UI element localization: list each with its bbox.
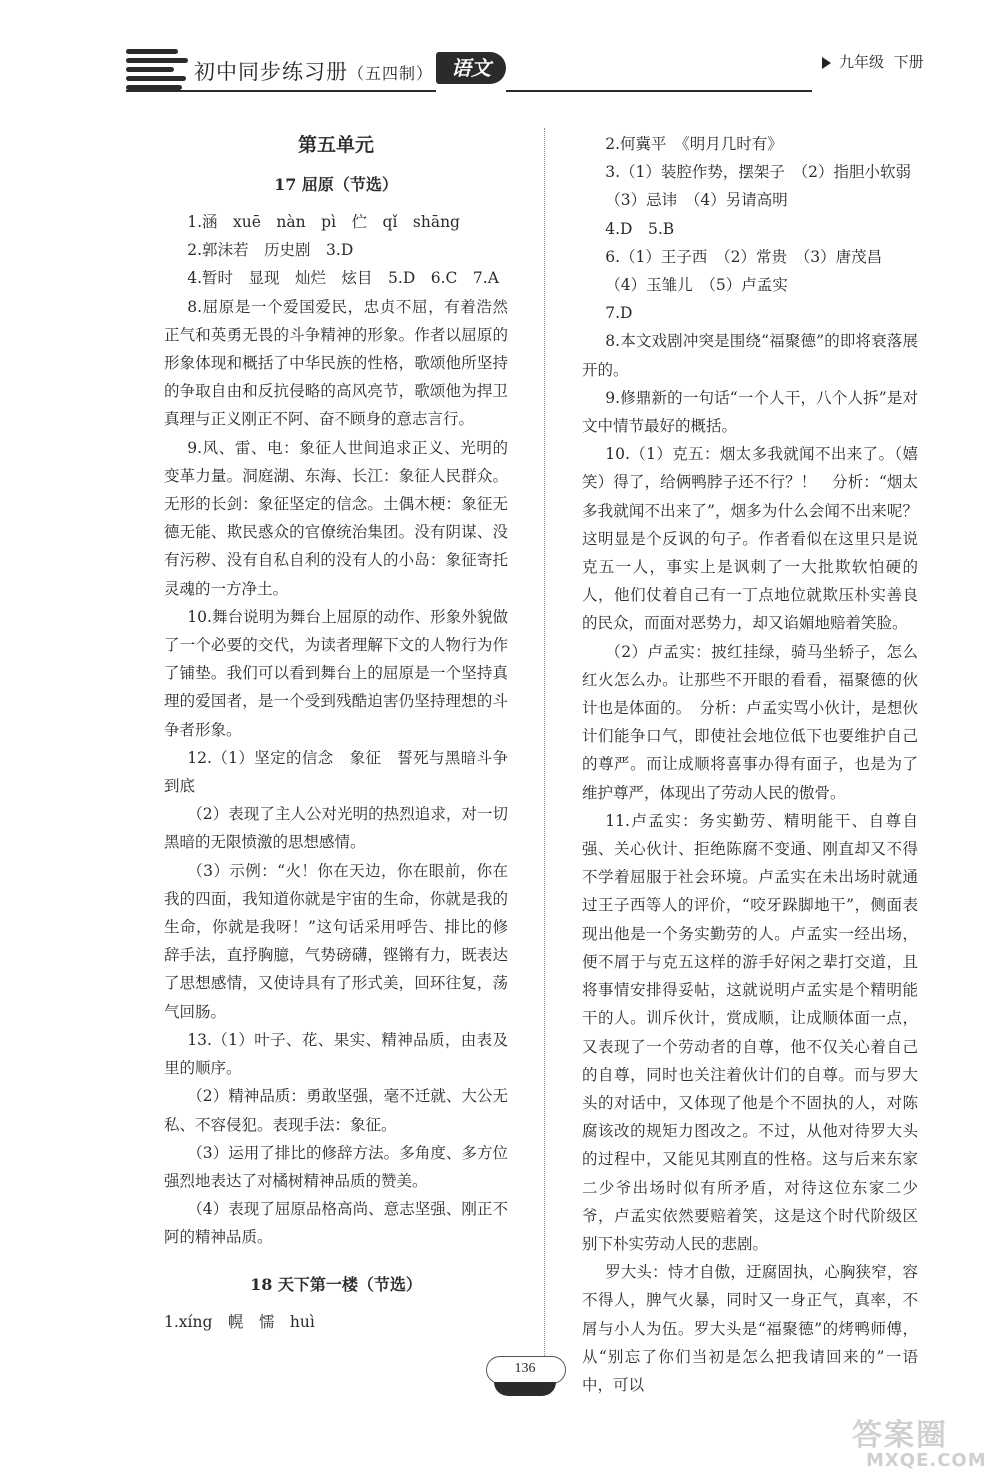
answer-paragraph: 9.风、雷、电：象征人世间追求正义、光明的变革力量。洞庭湖、东海、长江：象征人民群众。无形的长剑：象征坚定的信念。土偶木梗：象征无德无能、欺民惑众的官僚统治集团。没有阴谋、没有污秽、没有自私自利的没有人的小岛：象征寄托灵魂的一方净土。 [164, 438, 508, 598]
books-logo-icon [126, 49, 188, 91]
answer-paragraph: 10.（1）克五：烟太多我就闻不出来了。（嬉笑）得了，给俩鸭脖子还不行？！ 分析：“烟太多我就闻不出来了”，烟多为什么会闻不出来呢？这明显是个反讽的句子。作者看似在这里只是说克五一人，事实上是讽刺了一大批欺软怕硬的人，他们仗着自己有一丁点地位就欺压朴实善良的民众，而面对恶势力，却又谄媚地赔着笑脸。 [582, 445, 918, 633]
answer-paragraph: 罗大头：恃才自傲，迂腐固执，心胸狭窄，容不得人，脾气火暴，同时又一身正气，真率，不屑与小人为伍。罗大头是“福聚德”的烤鸭师傅，从“别忘了你们当初是怎么把我请回来的”一语中，可以 [582, 1263, 918, 1394]
header-rule-right [506, 90, 812, 92]
answer-paragraph: 2.郭沫若 历史剧 3.D [187, 241, 354, 260]
answer-paragraph: 1.xíng 幌 懦 huì [164, 1312, 315, 1331]
answer-paragraph: （2）精神品质：勇敢坚强，毫不迁就、大公无私、不容侵犯。表现手法：象征。 [164, 1087, 508, 1134]
page-footer [480, 1354, 570, 1404]
left-column [164, 130, 508, 1336]
unit-title: 第五单元 [297, 134, 374, 156]
watermark-logo-text: 答案圈 [852, 1418, 948, 1453]
lesson-17-title: 17 屈原（节选） [274, 175, 398, 194]
answer-paragraph: （3）忌讳 （4）另请高明 [605, 191, 788, 210]
answer-paragraph: （4）表现了屈原品格高尚、意志坚强、刚正不阿的精神品质。 [164, 1200, 508, 1247]
lesson-18-title: 18 天下第一楼（节选） [250, 1274, 422, 1294]
page-header [0, 0, 1000, 100]
answer-paragraph: （4）玉雏儿 （5）卢孟实 [605, 276, 788, 295]
answer-paragraph: 6.（1）王子西 （2）常贵 （3）唐茂昌 [605, 247, 883, 266]
grade-label: 九年级 下册 [822, 51, 924, 72]
answer-paragraph: 13.（1）叶子、花、果实、精神品质，由表及里的顺序。 [164, 1030, 508, 1078]
answer-paragraph: 2.何冀平 《明月几时有》 [605, 135, 783, 153]
answer-paragraph: 10.舞台说明为舞台上屈原的动作、形象外貌做了一个必要的交代，为读者理解下文的人物行为作了铺垫。我们可以看到舞台上的屈原是一个坚持真理的爱国者，是一个受到残酷迫害仍坚持理想的斗争者形象。 [164, 607, 508, 739]
book-edition: （五四制） [348, 64, 434, 83]
answer-paragraph: 8.屈原是一个爱国爱民，忠贞不屈，有着浩然正气和英勇无畏的斗争精神的形象。作者以屈原的形象体现和概括了中华民族的性格，歌颂他所坚持的争取自由和反抗侵略的高风亮节，歌颂他为捍卫真理与正义刚正不阿、奋不顾身的意志言行。 [164, 297, 508, 429]
watermark-url: MXQE.COM [866, 1450, 987, 1471]
column-divider [544, 128, 545, 1356]
right-column [582, 130, 918, 1399]
answer-paragraph: （3）运用了排比的修辞方法。多角度、多方位强烈地表达了对橘树精神品质的赞美。 [164, 1143, 508, 1190]
answer-paragraph: 12.（1）坚定的信念 象征 誓死与黑暗斗争到底 [164, 748, 508, 796]
answer-paragraph: 9.修鼎新的一句话“一个人干，八个人拆”是对文中情节最好的概括。 [582, 388, 918, 436]
answer-paragraph: 1.涵 xuē nàn pì 伫 qǐ shāng [187, 213, 460, 231]
play-triangle-icon [822, 57, 831, 69]
answer-paragraph: 7.D [605, 304, 633, 323]
subject-badge: 语文 [436, 52, 506, 84]
answer-paragraph: 3.（1）装腔作势，摆架子 （2）指胆小软弱 [605, 163, 912, 182]
answer-paragraph: （3）示例：“火！你在天边，你在眼前，你在我的四面，我知道你就是宇宙的生命，你就是我的生命，你就是我呀！”这句话采用呼告、排比的修辞手法，直抒胸臆，气势磅礴，铿锵有力，既表达了思想感情，又使诗具有了形式美，回环往复，荡气回肠。 [164, 861, 508, 1021]
answer-paragraph: 8.本文戏剧冲突是围绕“福聚德”的即将衰落展开的。 [582, 332, 918, 379]
site-watermark [842, 1410, 987, 1474]
answer-paragraph: 11.卢孟实：务实勤劳、精明能干、自尊自强、关心伙计、拒绝陈腐不变通、刚直却又不得不学着屈服于社会环境。卢孟实在未出场时就通过王子西等人的评价，“咬牙跺脚地干”，侧面表现出他是一个务实勤劳的人。卢孟实一经出场，便不屑于与克五这样的游手好闲之辈打交道，且将事情安排得妥帖，这就说明卢孟实是个精明能干的人。训斥伙计，赏成顺，让成顺体面一点，又表现了一个劳动者的自尊，他不仅关心着自己的自尊，同时也关注着伙计们的自尊。而与罗大头的对话中，又体现了他是个不固执的人，对陈腐该改的规矩力图改之。不过，从他对待罗大头的过程中，又能见其刚直的性格。这与后来东家二少爷出场时似有所矛盾，对待这位东家二少爷，卢孟实依然要赔着笑，这是这个时代阶级区别下朴实劳动人民的悲剧。 [582, 811, 918, 1253]
header-rule-left [126, 90, 436, 92]
answer-paragraph: 4.暂时 显现 灿烂 炫目 5.D 6.C 7.A [187, 269, 499, 288]
page-number-ornament [494, 1382, 556, 1396]
book-title: 初中同步练习册（五四制） [194, 60, 434, 84]
answer-paragraph: 4.D 5.B [605, 219, 675, 238]
page-number: 136 [514, 1361, 536, 1376]
answer-paragraph: （2）表现了主人公对光明的热烈追求，对一切黑暗的无限愤激的思想感情。 [164, 805, 508, 852]
answer-paragraph: （2）卢孟实：披红挂绿，骑马坐轿子，怎么红火怎么办。让那些不开眼的看看，福聚德的伙计也是体面的。 分析：卢孟实骂小伙计，是想伙计们能争口气，即使社会地位低下也要维护自己的尊严。而让成顺将喜事办得有面子，也是为了维护尊严，体现出了劳动人民的傲骨。 [582, 642, 918, 802]
